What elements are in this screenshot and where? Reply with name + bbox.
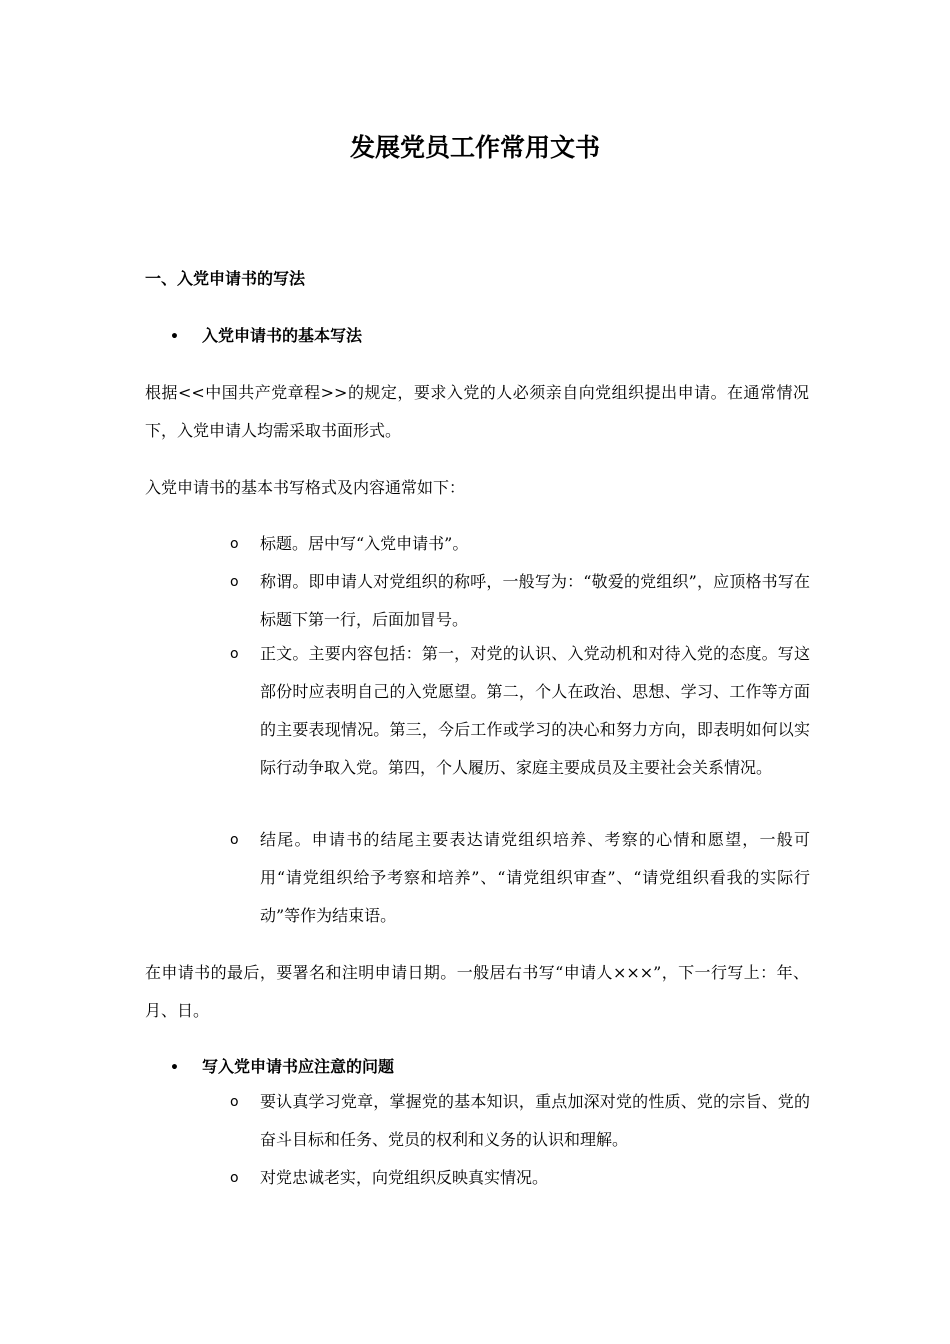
circle-marker-icon: o	[230, 574, 239, 590]
list-item-ending	[230, 821, 810, 935]
paragraph-charter-requirement: 根据<<中国共产党章程>>的规定，要求入党的人必须亲自向党组织提出申请。在通常情况下，入党申请人均需采取书面形式。	[145, 383, 809, 440]
bullet-heading-basic-writing	[170, 323, 362, 350]
bullet-dot-icon: •	[170, 1060, 179, 1076]
list-item-text: 称谓。即申请人对党组织的称呼，一般写为：“敬爱的党组织”，应顶格书写在标题下第一行，后面加冒号。	[260, 572, 810, 629]
bullet-heading-notes	[170, 1054, 394, 1081]
circle-marker-icon: o	[230, 832, 239, 848]
list-item-text: 对党忠诚老实，向党组织反映真实情况。	[260, 1168, 549, 1187]
document-title: 发展党员工作常用文书	[349, 133, 600, 162]
paragraph-format-intro: 入党申请书的基本书写格式及内容通常如下：	[145, 478, 466, 497]
list-item-text: 要认真学习党章，掌握党的基本知识，重点加深对党的性质、党的宗旨、党的奋斗目标和任务、党员的权利和义务的认识和理解。	[260, 1092, 810, 1149]
list-item-body	[230, 635, 810, 787]
bullet-heading-label: 入党申请书的基本写法	[202, 326, 363, 345]
list-item-text: 结尾。申请书的结尾主要表达请党组织培养、考察的心情和愿望，一般可用“请党组织给予考察和培养”、“请党组织审查”、“请党组织看我的实际行动”等作为结束语。	[260, 830, 810, 925]
circle-marker-icon: o	[230, 1170, 239, 1186]
circle-marker-icon: o	[230, 646, 239, 662]
list-item-text: 标题。居中写“入党申请书”。	[260, 534, 469, 553]
list-item-salutation	[230, 563, 810, 639]
list-item-text: 正文。主要内容包括：第一，对党的认识、入党动机和对待入党的态度。写这部份时应表明自己的入党愿望。第二，个人在政治、思想、学习、工作等方面的主要表现情况。第三，今后工作或学习的决心和努力方向，即表明如何以实际行动争取入党。第四，个人履历、家庭主要成员及主要社会关系情况。	[260, 644, 810, 777]
list-item-study-charter	[230, 1083, 810, 1159]
bullet-heading-label: 写入党申请书应注意的问题	[202, 1057, 395, 1076]
circle-marker-icon: o	[230, 536, 239, 552]
circle-marker-icon: o	[230, 1094, 239, 1110]
section-heading-1: 一、入党申请书的写法	[145, 269, 306, 288]
bullet-dot-icon: •	[170, 329, 179, 345]
list-item-honesty	[230, 1159, 810, 1197]
paragraph-signature-note: 在申请书的最后，要署名和注明申请日期。一般居右书写“申请人×××”，下一行写上：年、月、日。	[145, 963, 809, 1020]
list-item-title	[230, 525, 810, 563]
